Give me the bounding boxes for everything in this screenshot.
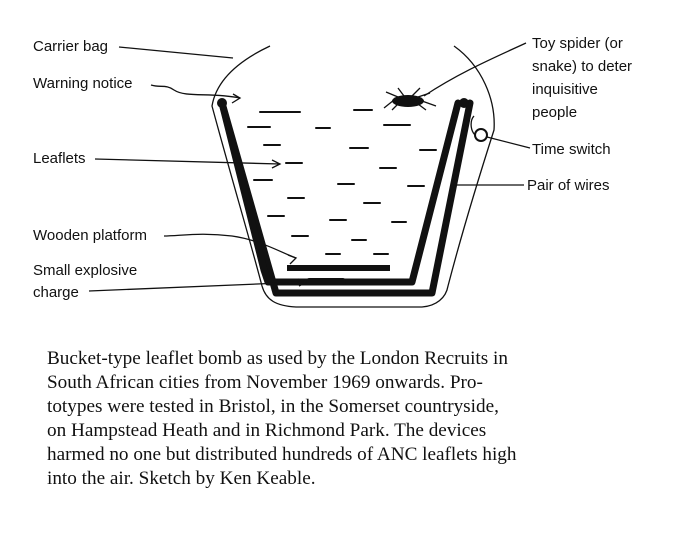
spider-leader — [424, 43, 526, 96]
label-wires: Pair of wires — [527, 177, 610, 194]
wire-inner — [222, 103, 458, 282]
warning-notice-arrow — [232, 94, 240, 103]
label-spider-line1: Toy spider (or — [532, 35, 623, 52]
wire-end-right — [459, 98, 469, 108]
caption-line: into the air. Sketch by Ken Keable. — [47, 468, 316, 489]
caption-line: totypes were tested in Bristol, in the Somerset countryside, — [47, 396, 499, 417]
leaflets-group — [248, 110, 436, 254]
caption-line: Bucket-type leaflet bomb as used by the London Recruits in — [47, 348, 508, 369]
caption-line: South African cities from November 1969 onwards. Pro- — [47, 372, 483, 393]
warning-notice-leader — [151, 85, 240, 98]
explosive-charge — [306, 278, 346, 285]
wooden-platform-leader — [164, 234, 296, 258]
label-spider-line2: snake) to deter — [532, 58, 633, 75]
label-explosive-line2: charge — [33, 284, 79, 301]
label-spider-line3: inquisitive — [532, 81, 598, 98]
time-switch-leader — [487, 137, 530, 148]
label-carrier-bag: Carrier bag — [33, 38, 109, 55]
label-time-switch: Time switch — [532, 141, 611, 158]
carrier-bag-leader — [119, 47, 233, 58]
label-spider-line4: people — [532, 104, 578, 121]
label-leaflets: Leaflets — [33, 150, 86, 167]
time-switch — [471, 116, 487, 141]
caption-line: harmed no one but distributed hundreds of ANC leaflets high — [47, 444, 517, 465]
wooden-platform-arrow — [288, 255, 296, 264]
label-wooden-platform: Wooden platform — [33, 227, 147, 244]
figure-caption — [47, 347, 657, 491]
caption-line: on Hampstead Heath and in Richmond Park. The devices — [47, 420, 487, 441]
leaflets-leader — [95, 159, 280, 164]
wire-end-left — [217, 98, 227, 108]
label-explosive-line1: Small explosive — [33, 262, 138, 279]
wooden-platform — [287, 265, 390, 271]
toy-spider — [384, 88, 436, 110]
label-warning-notice: Warning notice — [33, 75, 133, 92]
